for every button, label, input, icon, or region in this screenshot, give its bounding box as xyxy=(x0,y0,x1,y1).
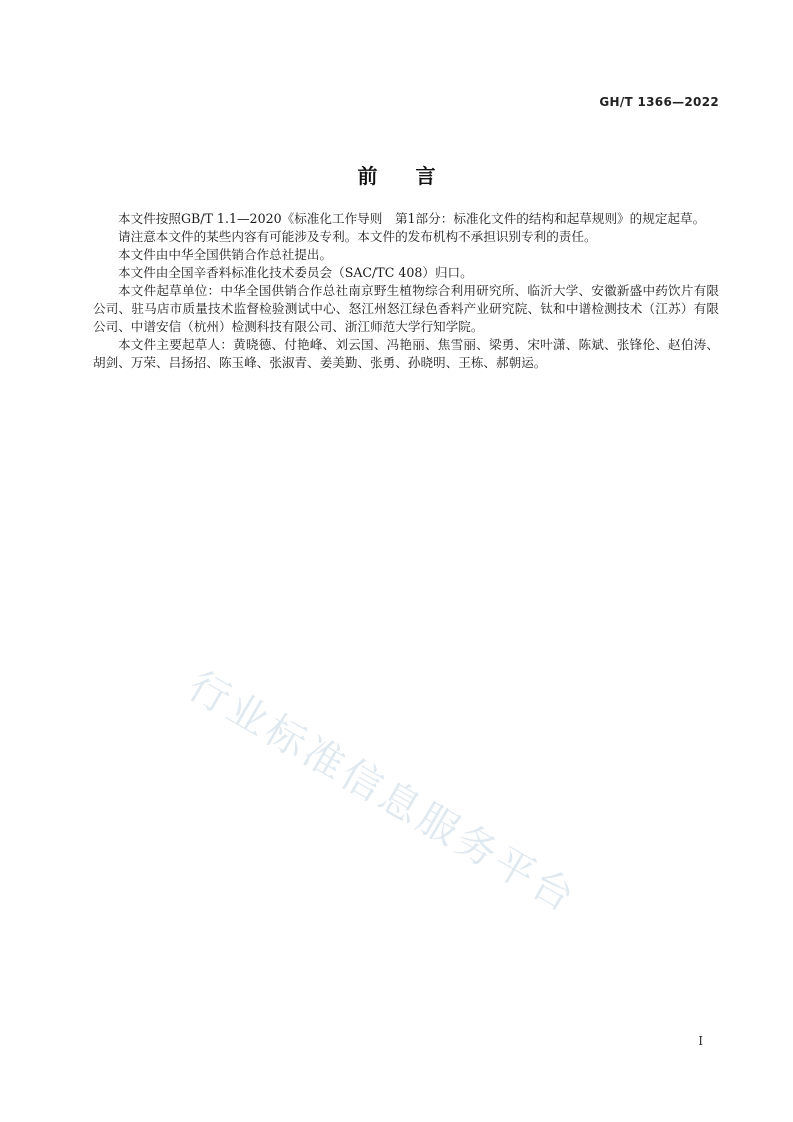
paragraph-committee: 本文件由全国辛香料标准化技术委员会（SAC/TC 408）归口。 xyxy=(118,265,473,280)
paragraph-drafting-rules: 本文件按照GB/T 1.1—2020《标准化工作导则 第1部分：标准化文件的结构和起草规则》的规定起草。 xyxy=(118,211,706,226)
paragraph-drafting-units: 本文件起草单位：中华全国供销合作总社南京野生植物综合利用研究所、临沂大学、安徽新盛中药饮片有限公司、驻马店市质量技术监督检验测试中心、怒江州怒江绿色香料产业研究院、钛和中谱检测技术（江苏）有限公司、中谱安信（杭州）检测科技有限公司、浙江师范大学行知学院。 xyxy=(93,283,719,334)
title-char-2: 言 xyxy=(415,164,436,188)
paragraph-patent-notice: 请注意本文件的某些内容有可能涉及专利。本文件的发布机构不承担识别专利的责任。 xyxy=(118,229,597,244)
standard-code: GH/T 1366—2022 xyxy=(599,95,719,109)
paragraph-main-drafters: 本文件主要起草人：黄晓德、付艳峰、刘云国、冯艳丽、焦雪丽、梁勇、宋叶潇、陈斌、张锋伦、赵伯涛、胡剑、万荣、吕扬招、陈玉峰、张淑青、姜美勤、张勇、孙晓明、王栋、郝朝运。 xyxy=(93,337,719,370)
paragraph-proposer: 本文件由中华全国供销合作总社提出。 xyxy=(118,247,333,262)
watermark-text: 行业标准信息服务平台 xyxy=(180,662,585,923)
page-number: I xyxy=(698,1034,703,1048)
page-title xyxy=(0,160,793,189)
title-char-1: 前 xyxy=(357,164,378,188)
foreword-body xyxy=(93,210,719,372)
